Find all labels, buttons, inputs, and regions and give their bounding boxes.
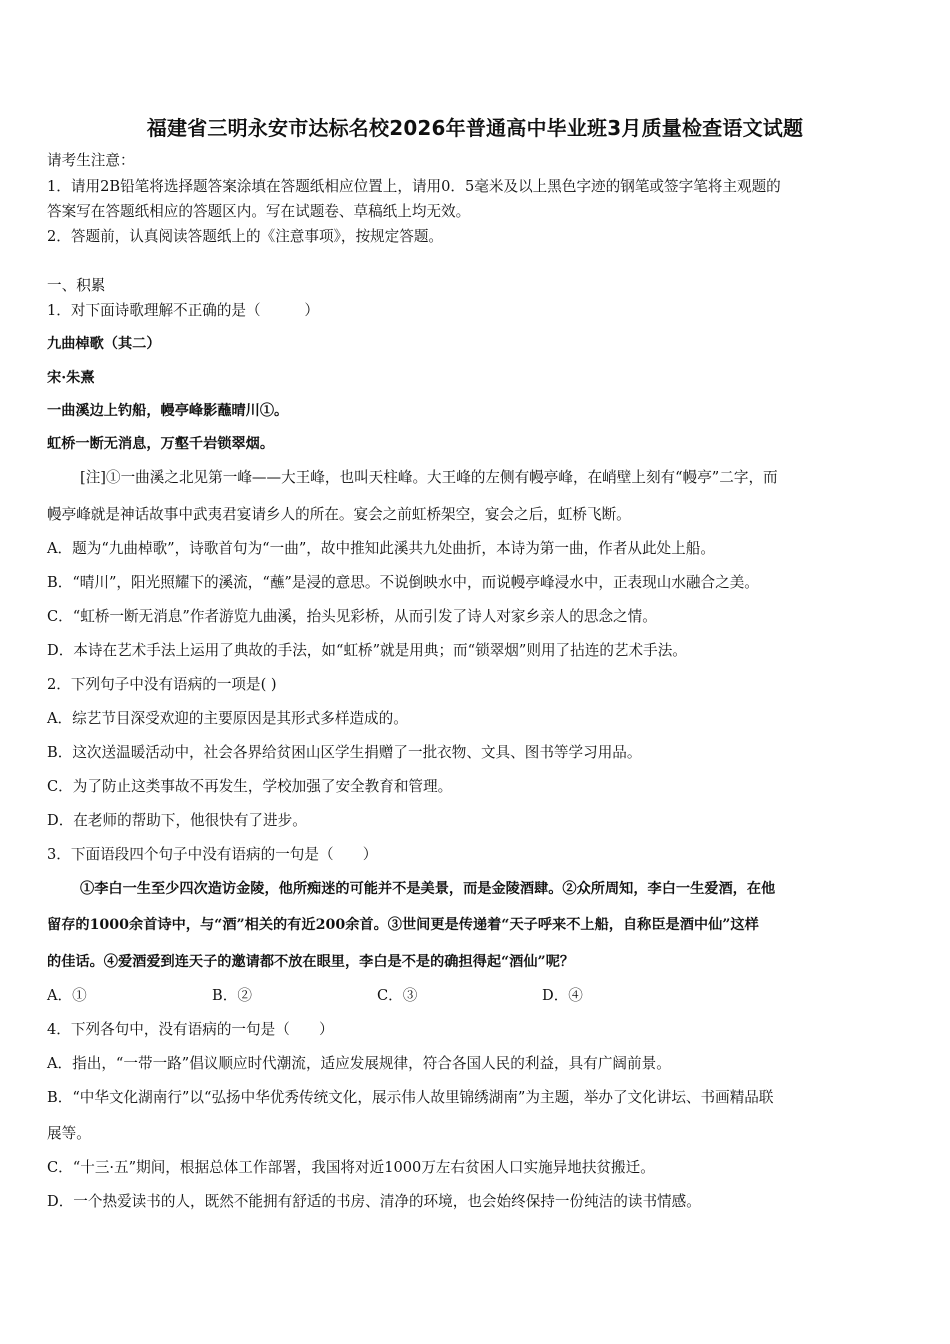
- q2-option-a: A．综艺节目深受欢迎的主要原因是其形式多样造成的。: [47, 710, 408, 727]
- q4-option-d: D．一个热爱读书的人，既然不能拥有舒适的书房、清净的环境，也会始终保持一份纯洁的读书情感。: [47, 1193, 701, 1210]
- exam-title: 福建省三明永安市达标名校2026年普通高中毕业班3月质量检查语文试题: [146, 116, 804, 140]
- q3-option-d: D．④: [542, 987, 583, 1004]
- q1-note-line-2: 幔亭峰就是神话故事中武夷君宴请乡人的所在。宴会之前虹桥架空，宴会之后，虹桥飞断。: [47, 506, 631, 523]
- q3-option-b: B．②: [212, 987, 252, 1004]
- q4-option-b-line-2: 展等。: [47, 1125, 91, 1142]
- q2-option-b: B．这次送温暖活动中，社会各界给贫困山区学生捐赠了一批衣物、文具、图书等学习用品。: [47, 744, 642, 761]
- q2-option-d: D．在老师的帮助下，他很快有了进步。: [47, 812, 307, 829]
- q1-option-a: A．题为“九曲棹歌”，诗歌首句为“一曲”，故中推知此溪共九处曲折，本诗为第一曲，作者从此处上船。: [47, 540, 715, 557]
- q1-option-b: B．“晴川”，阳光照耀下的溪流，“蘸”是浸的意思。不说倒映水中，而说幔亭峰浸水中，正表现山水融合之美。: [47, 574, 759, 591]
- q3-paragraph-line-1: ①李白一生至少四次造访金陵，他所痴迷的可能并不是美景，而是金陵酒肆。②众所周知，李白一生爱酒，在他: [80, 881, 776, 897]
- q4-option-a: A．指出，“一带一路”倡议顺应时代潮流，适应发展规律，符合各国人民的利益，具有广阔前景。: [47, 1055, 671, 1072]
- q3-paragraph-line-3: 的佳话。④爱酒爱到连天子的邀请都不放在眼里，李白是不是的确担得起“酒仙”呢？: [47, 954, 575, 970]
- q1-note-line-1: [注]①一曲溪之北见第一峰——大王峰，也叫天柱峰。大王峰的左侧有幔亭峰，在峭壁上刻有“幔亭”二字，而: [80, 469, 778, 486]
- notice-item-2: 2．答题前，认真阅读答题纸上的《注意事项》，按规定答题。: [47, 228, 444, 245]
- notice-heading: 请考生注意：: [47, 152, 135, 169]
- q3-option-a: A．①: [47, 987, 87, 1004]
- q1-poem-title: 九曲棹歌（其二）: [47, 336, 161, 352]
- q4-option-b-line-1: B．“中华文化湖南行”以“弘扬中华优秀传统文化，展示伟人故里锦绣湖南”为主题，举办了文化讲坛、书画精品联: [47, 1089, 774, 1106]
- section-heading: 一、积累: [47, 277, 106, 294]
- q1-poem-author: 宋·朱熹: [47, 370, 95, 386]
- q3-stem: 3．下面语段四个句子中没有语病的一句是（ ）: [47, 846, 378, 863]
- q1-option-d: D．本诗在艺术手法上运用了典故的手法，如“虹桥”就是用典；而“锁翠烟”则用了拈连的艺术手法。: [47, 642, 687, 659]
- q3-option-c: C．③: [377, 987, 418, 1004]
- q2-stem: 2．下列句子中没有语病的一项是( ): [47, 676, 277, 693]
- q1-stem: 1．对下面诗歌理解不正确的是（ ）: [47, 302, 319, 319]
- q1-poem-line-2: 虹桥一断无消息，万壑千岩锁翠烟。: [47, 436, 275, 452]
- q1-option-c: C．“虹桥一断无消息”作者游览九曲溪，抬头见彩桥，从而引发了诗人对家乡亲人的思念之情。: [47, 608, 657, 625]
- q4-stem: 4．下列各句中，没有语病的一句是（ ）: [47, 1021, 334, 1038]
- notice-item-1-line-2: 答案写在答题纸相应的答题区内。写在试题卷、草稿纸上均无效。: [47, 203, 471, 220]
- notice-item-1-line-1: 1．请用2B铅笔将选择题答案涂填在答题纸相应位置上，请用0．5毫米及以上黑色字迹的钢笔或签字笔将主观题的: [47, 178, 781, 195]
- q1-poem-line-1: 一曲溪边上钓船，幔亭峰影蘸晴川①。: [47, 403, 289, 419]
- q4-option-c: C．“十三·五”期间，根据总体工作部署，我国将对近1000万左右贫困人口实施异地扶贫搬迁。: [47, 1159, 655, 1176]
- q3-options: [47, 986, 907, 1006]
- q3-paragraph-line-2: 留存的1000余首诗中，与“酒”相关的有近200余首。③世间更是传递着“天子呼来不上船，自称臣是酒中仙”这样: [47, 917, 759, 933]
- q2-option-c: C．为了防止这类事故不再发生，学校加强了安全教育和管理。: [47, 778, 453, 795]
